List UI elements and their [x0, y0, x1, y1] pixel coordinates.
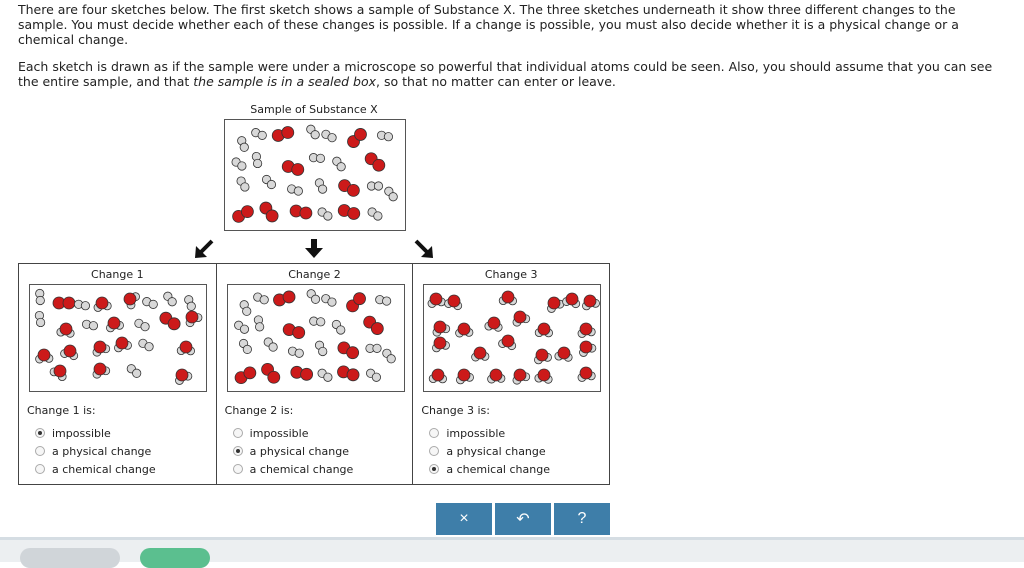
option-label: a physical change	[249, 444, 349, 458]
instructions-p2-end: , so that no matter can enter or leave.	[376, 74, 616, 89]
option-label: impossible	[52, 426, 111, 440]
change-2-radio-physical[interactable]	[233, 446, 243, 456]
arrow-down-icon	[302, 237, 326, 261]
change-1-option-impossible[interactable]	[35, 424, 156, 442]
change-2-options	[233, 424, 354, 478]
change-3-options	[429, 424, 550, 478]
option-label: a chemical change	[446, 462, 550, 476]
change-2-radio-chemical[interactable]	[233, 464, 243, 474]
change-1-option-physical[interactable]	[35, 442, 156, 460]
explanation-button[interactable]	[20, 548, 120, 568]
option-label: a physical change	[52, 444, 152, 458]
change-2-title: Change 2	[288, 268, 341, 281]
change-2-question: Change 2 is:	[224, 404, 294, 417]
change-3-radio-impossible[interactable]	[429, 428, 439, 438]
instructions	[18, 2, 1008, 101]
change-1-title: Change 1	[91, 268, 144, 281]
instructions-paragraph-1: There are four sketches below. The first sketch shows a sample of Substance X. The three sketches underneath it show three different changes to the sample. You must decide whether each of these changes is possible. If a change is possible, you must also decide whether it is a physical change or a chemical change.	[18, 2, 959, 47]
change-1-question: Change 1 is:	[27, 404, 96, 417]
change-3-radio-chemical[interactable]	[429, 464, 439, 474]
sample-sketch	[224, 119, 406, 231]
change-1-option-chemical[interactable]	[35, 460, 156, 478]
change-1-panel	[19, 264, 216, 484]
arrow-down-right-icon	[412, 237, 436, 261]
change-2-option-chemical[interactable]	[233, 460, 354, 478]
change-2-option-physical[interactable]	[233, 442, 354, 460]
change-3-option-chemical[interactable]	[429, 460, 550, 478]
instructions-p2-italic: the sample is in a sealed box	[193, 74, 377, 89]
change-1-radio-chemical[interactable]	[35, 464, 45, 474]
instructions-p2-start: Each sketch is drawn as if the sample were under a microscope so powerful that individual atoms could be seen. Also, you should assume that you can see the entire sample, and that	[18, 59, 993, 89]
change-1-molecules	[30, 285, 206, 391]
instructions-paragraph-2	[18, 59, 1008, 89]
change-3-title: Change 3	[484, 268, 538, 281]
clear-button[interactable]: ×	[436, 503, 492, 535]
option-label: impossible	[446, 426, 506, 440]
change-1-radio-physical[interactable]	[35, 446, 45, 456]
arrow-down-left-icon	[192, 237, 216, 261]
change-3-question: Change 3 is:	[421, 404, 490, 417]
change-1-options	[35, 424, 156, 478]
undo-button[interactable]: ↶	[495, 503, 551, 535]
change-2-option-impossible[interactable]	[233, 424, 354, 442]
change-1-radio-impossible[interactable]	[35, 428, 45, 438]
submit-button[interactable]	[140, 548, 210, 568]
change-3-option-impossible[interactable]	[429, 424, 550, 442]
change-3-option-physical[interactable]	[429, 442, 550, 460]
sample-caption: Sample of Substance X	[250, 103, 378, 116]
option-label: impossible	[249, 426, 309, 440]
change-3-molecules	[424, 285, 600, 391]
change-3-panel	[412, 264, 609, 484]
sample-molecules	[225, 120, 405, 230]
change-1-sketch	[29, 284, 207, 392]
change-2-radio-impossible[interactable]	[233, 428, 243, 438]
change-2-molecules	[228, 285, 404, 391]
option-label: a chemical change	[249, 462, 354, 476]
option-label: a physical change	[446, 444, 546, 458]
change-2-panel	[216, 264, 413, 484]
answer-toolbar	[436, 503, 610, 535]
change-2-sketch	[227, 284, 405, 392]
changes-grid	[18, 263, 610, 485]
change-3-radio-physical[interactable]	[429, 446, 439, 456]
change-3-sketch	[423, 284, 601, 392]
option-label: a chemical change	[52, 462, 156, 476]
help-button[interactable]: ?	[554, 503, 610, 535]
